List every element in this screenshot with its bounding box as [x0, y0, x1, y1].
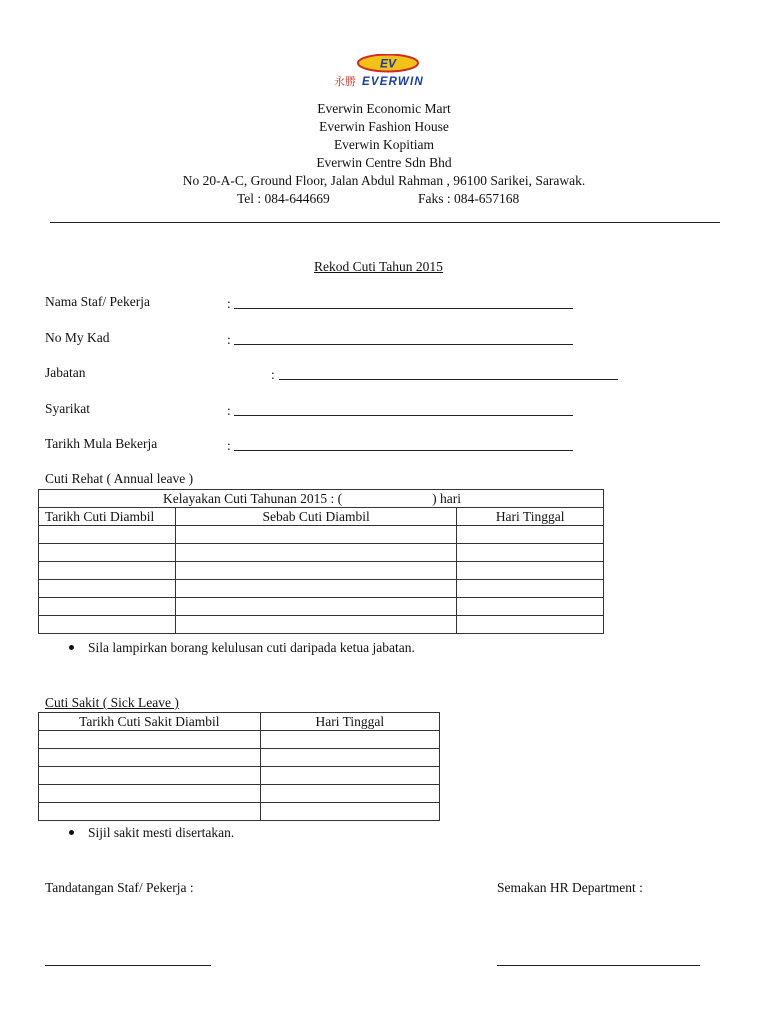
everwin-logo	[322, 54, 452, 90]
table-row	[39, 562, 604, 580]
field-colon: :	[227, 438, 231, 453]
annual-leave-note	[69, 640, 415, 656]
column-header-reason: Sebab Cuti Diambil	[175, 508, 456, 526]
table-cell[interactable]	[457, 544, 604, 562]
table-cell[interactable]	[260, 731, 439, 749]
field-label-department: Jabatan	[45, 365, 86, 380]
sick-leave-note	[69, 825, 234, 841]
table-row	[39, 731, 440, 749]
fax: Faks : 084-657168	[418, 191, 520, 206]
column-header-days-left: Hari Tinggal	[457, 508, 604, 526]
sick-leave-heading: Cuti Sakit ( Sick Leave )	[45, 695, 179, 710]
table-row	[39, 598, 604, 616]
table-header-row	[39, 508, 604, 526]
entitlement-label: Kelayakan Cuti Tahunan 2015 : (	[163, 491, 343, 506]
table-cell[interactable]	[175, 598, 456, 616]
table-cell[interactable]	[39, 544, 176, 562]
table-cell[interactable]	[39, 616, 176, 634]
table-row	[39, 803, 440, 821]
logo-chinese-text: 永勝	[334, 75, 356, 88]
annual-leave-heading: Cuti Rehat ( Annual leave )	[45, 471, 194, 486]
field-colon: :	[227, 403, 231, 418]
everwin-logo-graphic	[322, 54, 452, 90]
table-cell[interactable]	[175, 562, 456, 580]
table-cell[interactable]	[39, 767, 261, 785]
field-label-start-date: Tarikh Mula Bekerja	[45, 436, 158, 451]
bullet-icon	[69, 830, 74, 835]
table-cell[interactable]	[39, 803, 261, 821]
sick-leave-note-text: Sijil sakit mesti disertakan.	[88, 825, 235, 840]
field-label-ic: No My Kad	[45, 330, 110, 345]
table-header-row	[39, 713, 440, 731]
table-cell[interactable]	[39, 749, 261, 767]
company-line-3: Everwin Kopitiam	[333, 137, 435, 152]
name-input-line[interactable]	[234, 308, 573, 309]
column-header-date-taken: Tarikh Cuti Diambil	[39, 508, 176, 526]
field-label-name: Nama Staf/ Pekerja	[45, 294, 150, 309]
table-cell[interactable]	[457, 562, 604, 580]
table-cell[interactable]	[175, 580, 456, 598]
table-cell[interactable]	[39, 731, 261, 749]
table-row	[39, 767, 440, 785]
table-row	[39, 526, 604, 544]
form-title: Rekod Cuti Tahun 2015	[314, 259, 443, 274]
table-row	[39, 785, 440, 803]
table-cell[interactable]	[39, 526, 176, 544]
staff-signature-line[interactable]	[45, 965, 211, 966]
department-input-line[interactable]	[279, 379, 618, 380]
entitlement-unit: ) hari	[432, 491, 461, 506]
table-cell[interactable]	[457, 616, 604, 634]
table-row	[39, 544, 604, 562]
table-cell[interactable]	[175, 616, 456, 634]
table-cell[interactable]	[175, 526, 456, 544]
company-address: No 20-A-C, Ground Floor, Jalan Abdul Rahman , 96100 Sarikei, Sarawak.	[182, 173, 586, 188]
header-divider	[50, 222, 720, 223]
annual-leave-note-text: Sila lampirkan borang kelulusan cuti daripada ketua jabatan.	[88, 640, 415, 655]
table-cell[interactable]	[260, 785, 439, 803]
table-cell[interactable]	[39, 598, 176, 616]
logo-brand-text: EVERWIN	[362, 76, 424, 88]
staff-signature-label: Tandatangan Staf/ Pekerja :	[45, 880, 194, 895]
table-cell[interactable]	[175, 544, 456, 562]
table-row	[39, 616, 604, 634]
table-cell[interactable]	[260, 803, 439, 821]
table-cell[interactable]	[39, 785, 261, 803]
logo-badge: EV	[379, 56, 397, 71]
hr-signature-line[interactable]	[497, 965, 700, 966]
column-header-sick-days-left: Hari Tinggal	[260, 713, 439, 731]
hr-review-label: Semakan HR Department :	[497, 880, 643, 895]
field-label-company: Syarikat	[45, 401, 90, 416]
column-header-sick-date: Tarikh Cuti Sakit Diambil	[39, 713, 261, 731]
field-colon: :	[227, 332, 231, 347]
table-cell[interactable]	[457, 580, 604, 598]
entitlement-cell[interactable]	[39, 490, 604, 508]
table-row	[39, 749, 440, 767]
table-cell[interactable]	[39, 562, 176, 580]
company-line-4: Everwin Centre Sdn Bhd	[316, 155, 452, 170]
table-cell[interactable]	[260, 749, 439, 767]
field-colon: :	[271, 367, 275, 382]
field-colon: :	[227, 296, 231, 311]
table-row	[39, 580, 604, 598]
sick-leave-table	[38, 712, 440, 821]
table-cell[interactable]	[457, 598, 604, 616]
entitlement-row	[39, 490, 604, 508]
telephone: Tel : 084-644669	[237, 191, 330, 206]
company-line-2: Everwin Fashion House	[319, 119, 449, 134]
company-input-line[interactable]	[234, 415, 573, 416]
table-cell[interactable]	[39, 580, 176, 598]
annual-leave-table	[38, 489, 604, 634]
ic-input-line[interactable]	[234, 344, 573, 345]
bullet-icon	[69, 645, 74, 650]
company-line-1: Everwin Economic Mart	[317, 101, 451, 116]
start-date-input-line[interactable]	[234, 450, 573, 451]
table-cell[interactable]	[457, 526, 604, 544]
table-cell[interactable]	[260, 767, 439, 785]
